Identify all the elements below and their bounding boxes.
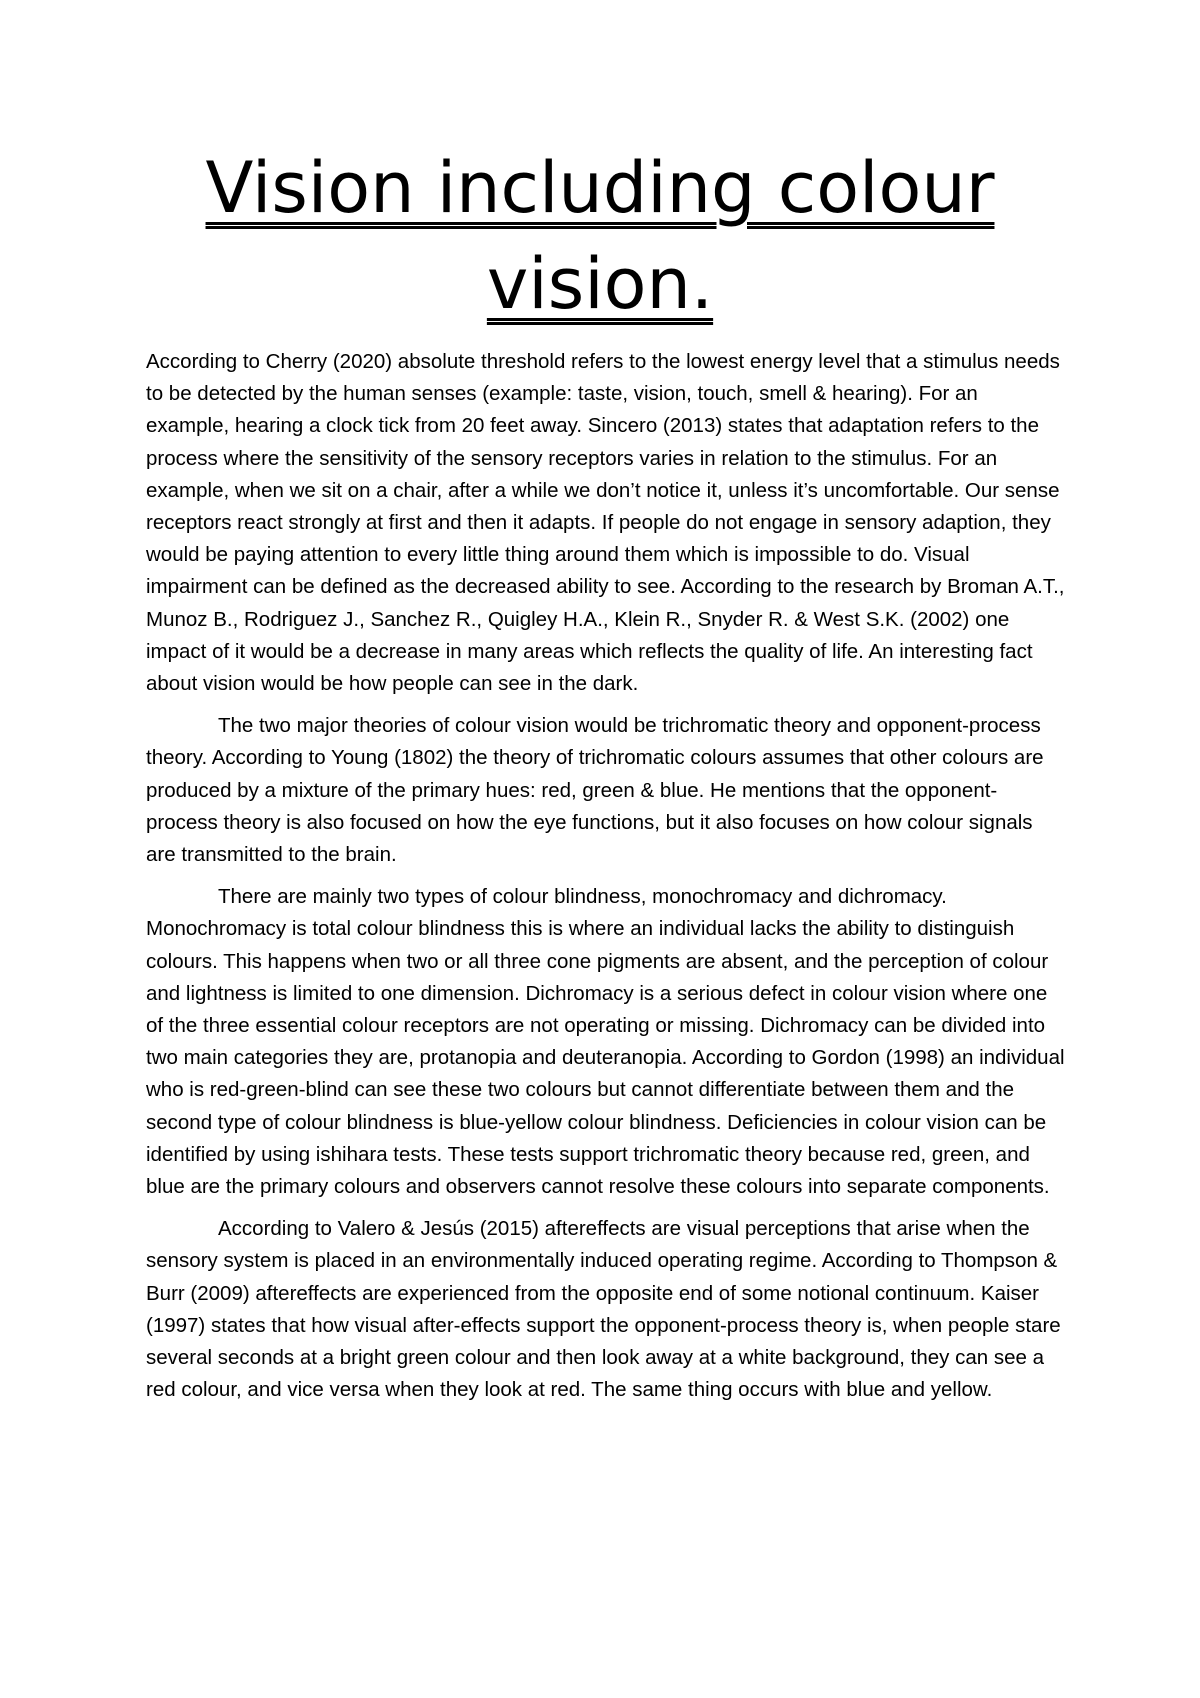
paragraph-colour-blindness: There are mainly two types of colour blindness, monochromacy and dichromacy. Monochromacy is total colour blindness this is where an individual lacks the ability to distinguish colours. This happens when two or all three cone pigments are absent, and the perception of colour and lightness is limited to one dimension. Dichromacy is a serious defect in colour vision where one of the three essential colour receptors are not operating or missing. Dichromacy can be divided into two main categories they are, protanopia and deuteranopia. According to Gordon (1998) an individual who is red-green-blind can see these two colours but cannot differentiate between them and the second type of colour blindness is blue-yellow colour blindness. Deficiencies in colour vision can be identified by using ishihara tests. These tests support trichromatic theory because red, green, and blue are the primary colours and observers cannot resolve these colours into separate components. xyxy=(146,885,1065,1199)
paragraph-aftereffects: According to Valero & Jesús (2015) aftereffects are visual perceptions that arise when the sensory system is placed in an environmentally induced operating regime. According to Thompson & Burr (2009) aftereffects are experienced from the opposite end of some notional continuum. Kaiser (1997) states that how visual after-effects support the opponent-process theory is, when people stare several seconds at a bright green colour and then look away at a white background, they can see a red colour, and vice versa when they look at red. The same thing occurs with blue and yellow. xyxy=(146,1217,1061,1402)
paragraph-colour-vision-theories: The two major theories of colour vision would be trichromatic theory and opponent-process theory. According to Young (1802) the theory of trichromatic colours assumes that other colours are produced by a mixture of the primary hues: red, green & blue. He mentions that the opponent-process theory is also focused on how the eye functions, but it also focuses on how colour signals are transmitted to the brain. xyxy=(146,714,1044,867)
paragraph-absolute-threshold: According to Cherry (2020) absolute threshold refers to the lowest energy level that a stimulus needs to be detected by the human senses (example: taste, vision, touch, smell & hearing). For an example, hearing a clock tick from 20 feet away. Sincero (2013) states that adaptation refers to the process where the sensitivity of the sensory receptors varies in relation to the stimulus. For an example, when we sit on a chair, after a while we don’t notice it, unless it’s uncomfortable. Our sense receptors react strongly at first and then it adapts. If people do not engage in sensory adaption, they would be paying attention to every little thing around them which is impossible to do. Visual impairment can be defined as the decreased ability to see. According to the research by Broman A.T., Munoz B., Rodriguez J., Sanchez R., Quigley H.A., Klein R., Snyder R. & West S.K. (2002) one impact of it would be a decrease in many areas which reflects the quality of life. An interesting fact about vision would be how people can see in the dark. xyxy=(146,350,1065,696)
document-title: Vision including colour vision. xyxy=(205,147,995,325)
document-body xyxy=(146,346,1066,1417)
